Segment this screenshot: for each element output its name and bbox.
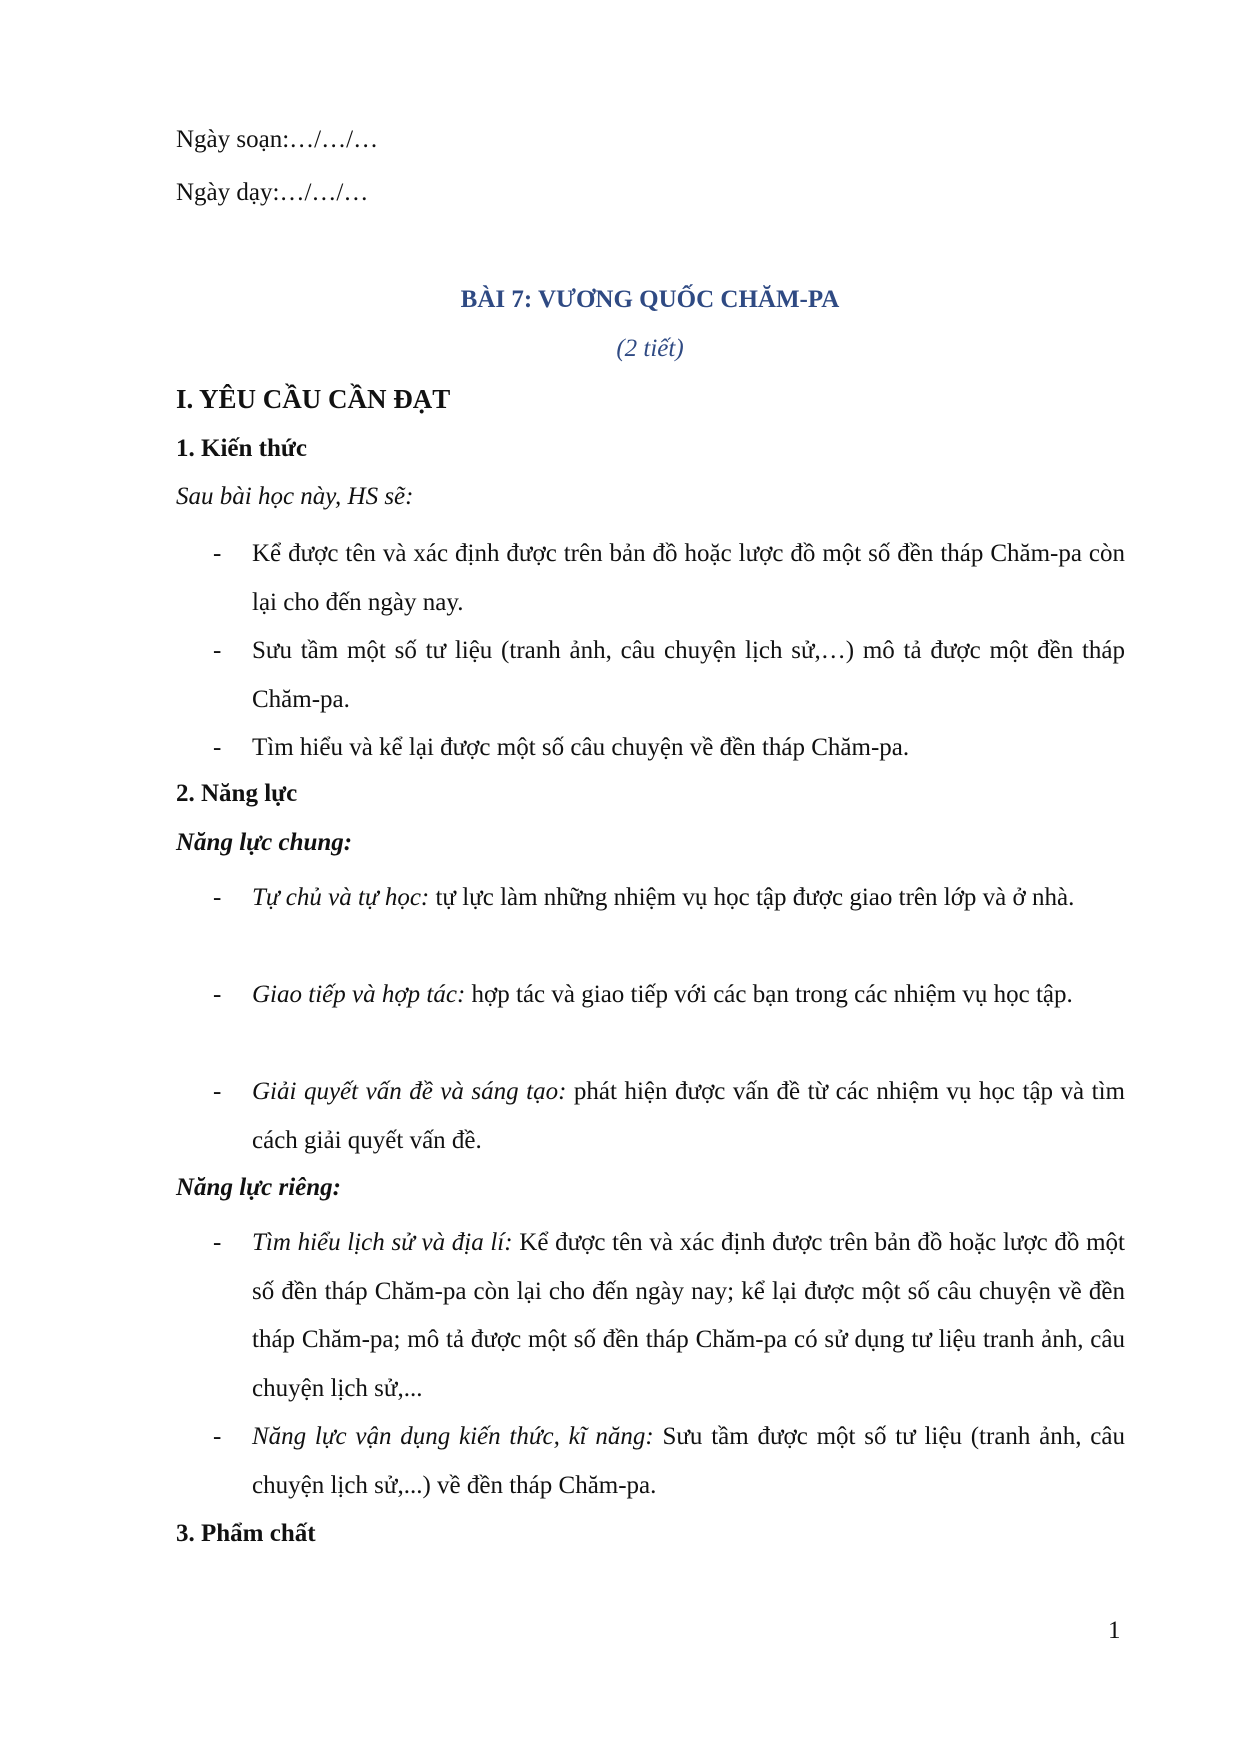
item-label: Giao tiếp và hợp tác: [252, 981, 466, 1008]
general-competence-item: - Giải quyết vấn đề và sáng tạo: phát hiện được vấn đề từ các nhiệm vụ học tập và tìm cách giải quyết vấn đề. [213, 1078, 1125, 1154]
date-taught: Ngày dạy:…/…/… [176, 179, 369, 206]
knowledge-item: - Kể được tên và xác định được trên bản đồ hoặc lược đồ một số đền tháp Chăm-pa còn lại cho đến ngày nay. [213, 530, 1125, 627]
subheading-competence: 2. Năng lực [176, 780, 298, 807]
item-label: Năng lực vận dụng kiến thức, kĩ năng: [252, 1423, 654, 1450]
item-text: Sưu tầm được một số tư liệu (tranh ảnh, câu chuyện lịch sử,...) về đền tháp Chăm-pa. [252, 1423, 1125, 1499]
knowledge-item-text: Kể được tên và xác định được trên bản đồ hoặc lược đồ một số đền tháp Chăm-pa còn lại cho đến ngày nay. [252, 540, 1125, 616]
subheading-knowledge: 1. Kiến thức [176, 435, 307, 462]
specific-competence-item: - Tìm hiểu lịch sử và địa lí: Kể được tên và xác định được trên bản đồ hoặc lược đồ một số đền tháp Chăm-pa còn lại cho đến ngày nay; kể lại được một số câu chuyện về đền tháp Chăm-pa; mô tả được một số đền tháp Chăm-pa có sử dụng tư liệu tranh ảnh, câu chuyện lịch sử,... [213, 1229, 1125, 1402]
item-text: Kể được tên và xác định được trên bản đồ hoặc lược đồ một số đền tháp Chăm-pa còn lại cho đến ngày nay; kể lại được một số câu chuyện về đền tháp Chăm-pa; mô tả được một số đền tháp Chăm-pa có sử dụng tư liệu tranh ảnh, câu chuyện lịch sử,... [252, 1229, 1125, 1402]
item-text: phát hiện được vấn đề từ các nhiệm vụ học tập và tìm cách giải quyết vấn đề. [252, 1078, 1125, 1154]
specific-competence-item: - Năng lực vận dụng kiến thức, kĩ năng: Sưu tầm được một số tư liệu (tranh ảnh, câu chuyện lịch sử,...) về đền tháp Chăm-pa. [213, 1423, 1125, 1499]
date-prepared: Ngày soạn:…/…/… [176, 126, 379, 153]
general-competence-item: - Tự chủ và tự học: tự lực làm những nhiệm vụ học tập được giao trên lớp và ở nhà. [213, 884, 1075, 911]
item-label: Giải quyết vấn đề và sáng tạo: [252, 1078, 567, 1105]
lesson-duration: (2 tiết) [616, 335, 684, 362]
general-competence-heading: Năng lực chung: [176, 829, 353, 856]
item-text: hợp tác và giao tiếp với các bạn trong các nhiệm vụ học tập. [465, 981, 1073, 1008]
knowledge-intro: Sau bài học này, HS sẽ: [176, 483, 414, 510]
knowledge-item-text: Sưu tầm một số tư liệu (tranh ảnh, câu chuyện lịch sử,…) mô tả được một đền tháp Chăm-pa. [252, 637, 1125, 713]
knowledge-item: - Sưu tầm một số tư liệu (tranh ảnh, câu chuyện lịch sử,…) mô tả được một đền tháp Chăm-pa. [213, 627, 1125, 724]
specific-competence-heading: Năng lực riêng: [176, 1174, 341, 1201]
page-number: 1 [1108, 1617, 1121, 1644]
section-heading-requirements: I. YÊU CẦU CẦN ĐẠT [176, 384, 451, 414]
knowledge-item: - Tìm hiểu và kể lại được một số câu chuyện về đền tháp Chăm-pa. [213, 724, 1125, 773]
item-label: Tìm hiểu lịch sử và địa lí: [252, 1229, 513, 1256]
item-label: Tự chủ và tự học: [252, 884, 430, 911]
subheading-qualities: 3. Phẩm chất [176, 1520, 316, 1547]
general-competence-item: - Giao tiếp và hợp tác: hợp tác và giao tiếp với các bạn trong các nhiệm vụ học tập. [213, 981, 1073, 1008]
knowledge-item-text: Tìm hiểu và kể lại được một số câu chuyện về đền tháp Chăm-pa. [252, 734, 910, 761]
item-text: tự lực làm những nhiệm vụ học tập được giao trên lớp và ở nhà. [429, 884, 1075, 911]
lesson-title: BÀI 7: VƯƠNG QUỐC CHĂM-PA [460, 286, 840, 313]
